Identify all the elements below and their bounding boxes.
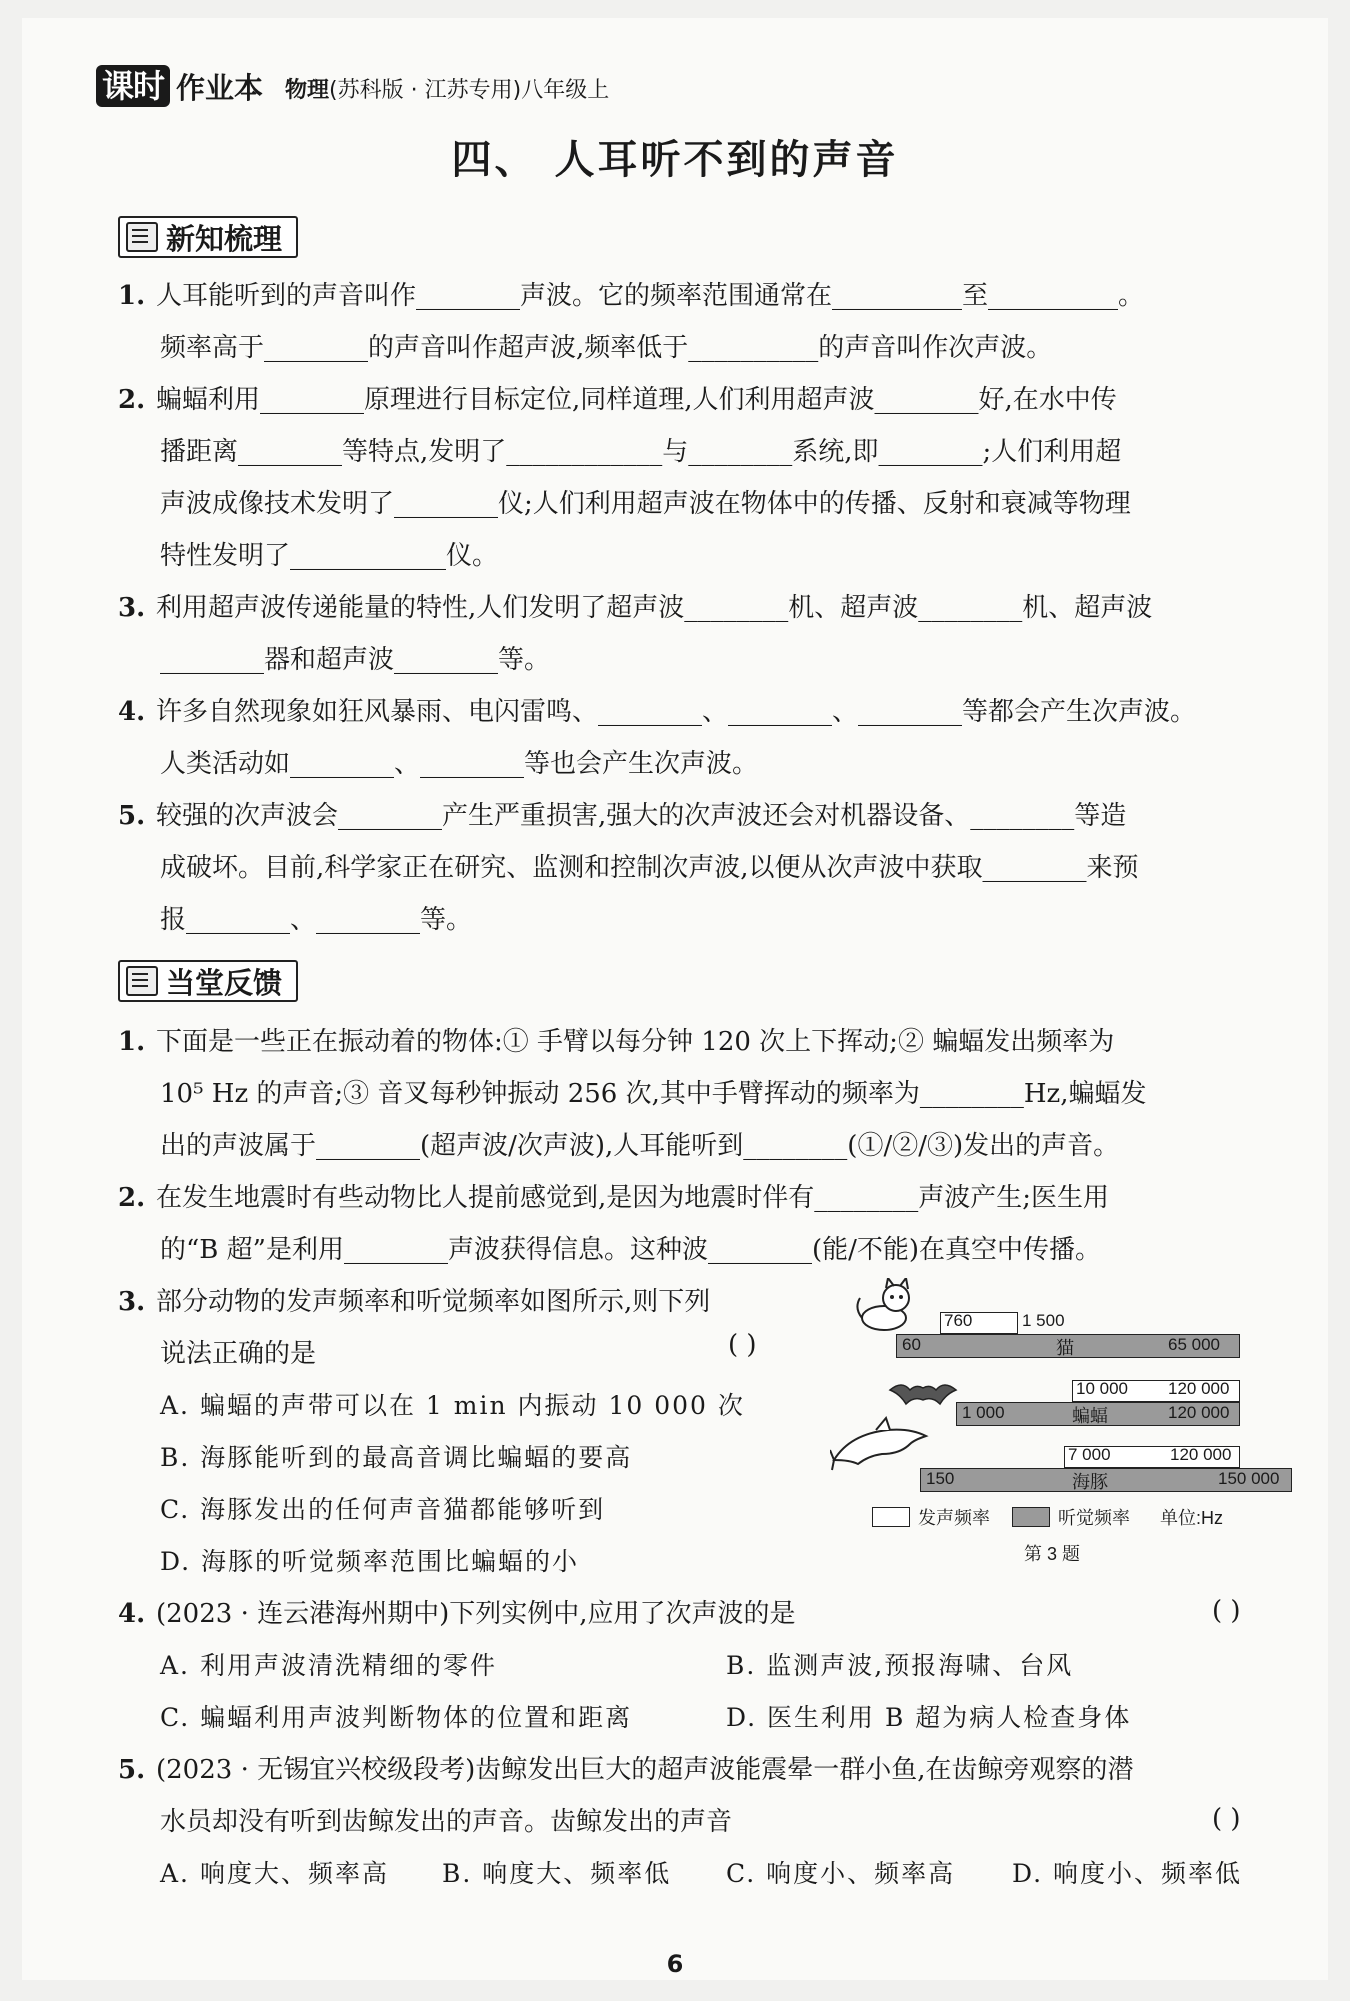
question-text: 较强的次声波会________产生严重损害,强大的次声波还会对机器设备、________等造 xyxy=(156,801,1127,831)
question-number: 2. xyxy=(118,1183,146,1213)
question-block xyxy=(118,1276,818,1380)
question-text: 频率高于________的声音叫作超声波,频率低于__________的声音叫作次声波。 xyxy=(160,333,1053,363)
option-b[interactable]: B. 海豚能听到的最高音调比蝙蝠的要高 xyxy=(160,1443,633,1472)
question-text: 蝙蝠利用________原理进行目标定位,同样道理,人们利用超声波________好,在水中传 xyxy=(156,385,1117,415)
question-text: (2023 · 连云港海州期中)下列实例中,应用了次声波的是 xyxy=(156,1599,796,1629)
question-line xyxy=(118,1276,818,1328)
book-subtitle xyxy=(285,73,609,104)
unit-label: 单位:Hz xyxy=(1160,1508,1223,1528)
question-number: 3. xyxy=(118,593,146,623)
question-text: 播距离________等特点,发明了____________与________系统,即________;人们利用超 xyxy=(160,437,1122,467)
question-block xyxy=(118,374,1304,582)
option-a[interactable]: A. 响度大、频率高 xyxy=(160,1859,389,1888)
question-text: 利用超声波传递能量的特性,人们发明了超声波________机、超声波________机、超声波 xyxy=(156,593,1153,623)
question-text: (2023 · 无锡宜兴校级段考)齿鲸发出巨大的超声波能震晕一群小鱼,在齿鲸旁观察的潜 xyxy=(156,1755,1134,1785)
question-block xyxy=(118,1016,1304,1172)
option-b[interactable]: B. 监测声波,预报海啸、台风 xyxy=(726,1651,1074,1680)
question-line xyxy=(118,1172,1304,1224)
answer-paren[interactable]: ( ) xyxy=(1212,1596,1241,1626)
option-a[interactable]: A. 利用声波清洗精细的零件 xyxy=(160,1651,497,1680)
question-block xyxy=(118,790,1304,946)
dolphin-hear-max: 150 000 xyxy=(1218,1469,1280,1488)
question-line xyxy=(118,686,1304,738)
question-text: 出的声波属于________(超声波/次声波),人耳能听到________(①/②/③)发出的声音。 xyxy=(160,1131,1120,1161)
question-line xyxy=(118,1588,1304,1640)
question-block xyxy=(118,1172,1304,1276)
emit-swatch xyxy=(872,1507,910,1527)
question-number: 1. xyxy=(118,1027,146,1057)
cat-emit-max: 1 500 xyxy=(1022,1311,1065,1330)
question-text: 特性发明了____________仪。 xyxy=(160,541,499,571)
question-line xyxy=(118,1016,1304,1068)
question-number: 4. xyxy=(118,1599,146,1629)
section-label: 新知梳理 xyxy=(166,221,283,256)
cat-emit-min: 760 xyxy=(944,1311,973,1330)
question-line xyxy=(118,790,1304,842)
figure-caption: 第 3 题 xyxy=(1024,1544,1081,1564)
bat-emit-min: 10 000 xyxy=(1076,1379,1128,1398)
book-logo xyxy=(96,64,263,108)
cat-hear-max: 65 000 xyxy=(1168,1335,1220,1354)
figure-legend xyxy=(872,1504,1223,1530)
page-number: 6 xyxy=(666,1950,684,1978)
section-class-feedback xyxy=(118,960,298,1002)
option-b[interactable]: B. 响度大、频率低 xyxy=(442,1859,672,1888)
question-number: 4. xyxy=(118,697,146,727)
cat-hear-min: 60 xyxy=(902,1335,921,1354)
bat-icon xyxy=(888,1376,958,1412)
question-text: 在发生地震时有些动物比人提前感觉到,是因为地震时伴有________声波产生;医生用 xyxy=(156,1183,1110,1213)
question-text: 说法正确的是 xyxy=(160,1339,317,1369)
question-text: ________器和超声波________等。 xyxy=(160,645,551,675)
legend-emit-label: 发声频率 xyxy=(918,1508,990,1528)
question-text: 下面是一些正在振动着的物体:① 手臂以每分钟 120 次上下挥动;② 蝙蝠发出频率为 xyxy=(156,1027,1115,1057)
question-text: 的“B 超”是利用________声波获得信息。这种波________(能/不能)在真空中传播。 xyxy=(160,1235,1102,1265)
dolphin-label: 海豚 xyxy=(1072,1472,1108,1492)
option-d[interactable]: D. 海豚的听觉频率范围比蝙蝠的小 xyxy=(160,1547,580,1576)
dolphin-emit-max: 120 000 xyxy=(1170,1445,1232,1464)
question-line xyxy=(118,374,1304,426)
section-label: 当堂反馈 xyxy=(166,965,283,1000)
edition-label: (苏科版 · 江苏专用)八年级上 xyxy=(329,78,610,103)
bat-hear-min: 1 000 xyxy=(962,1403,1005,1422)
option-c[interactable]: C. 海豚发出的任何声音猫都能够听到 xyxy=(160,1495,606,1524)
subject-label: 物理 xyxy=(285,78,330,103)
bat-label: 蝙蝠 xyxy=(1072,1406,1108,1426)
question-block xyxy=(118,1744,1304,1848)
question-line xyxy=(118,1744,1304,1796)
legend-hear-label: 听觉频率 xyxy=(1058,1508,1130,1528)
question-block xyxy=(118,270,1304,374)
question-text: 水员却没有听到齿鲸发出的声音。齿鲸发出的声音 xyxy=(160,1807,733,1837)
question-block xyxy=(118,582,1304,686)
question-number: 3. xyxy=(118,1287,146,1317)
frequency-figure xyxy=(828,1278,1308,1568)
dolphin-icon xyxy=(830,1414,930,1474)
logo-text: 作业本 xyxy=(176,70,264,105)
answer-paren[interactable]: ( ) xyxy=(1212,1804,1241,1834)
hear-swatch xyxy=(1012,1507,1050,1527)
option-c[interactable]: C. 响度小、频率高 xyxy=(726,1859,956,1888)
page-title: 四、 人耳听不到的声音 xyxy=(451,137,899,183)
option-c[interactable]: C. 蝙蝠利用声波判断物体的位置和距离 xyxy=(160,1703,633,1732)
question-number: 1. xyxy=(118,281,146,311)
option-a[interactable]: A. 蝙蝠的声带可以在 1 min 内振动 10 000 次 xyxy=(160,1391,745,1420)
question-block xyxy=(118,686,1304,790)
question-text: 人耳能听到的声音叫作________声波。它的频率范围通常在__________至__________。 xyxy=(156,281,1145,311)
logo-mark: 课时 xyxy=(96,65,170,107)
option-d[interactable]: D. 响度小、频率低 xyxy=(1012,1859,1243,1888)
option-d[interactable]: D. 医生利用 B 超为病人检查身体 xyxy=(726,1703,1132,1732)
question-text: 成破坏。目前,科学家正在研究、监测和控制次声波,以便从次声波中获取________来预 xyxy=(160,853,1139,883)
option-list xyxy=(160,1380,745,1588)
question-block xyxy=(118,1588,1304,1640)
question-number: 2. xyxy=(118,385,146,415)
question-number: 5. xyxy=(118,1755,146,1785)
answer-paren[interactable]: ( ) xyxy=(728,1330,757,1360)
question-text: 许多自然现象如狂风暴雨、电闪雷鸣、________、________、________等都会产生次声波。 xyxy=(156,697,1197,727)
dolphin-hear-min: 150 xyxy=(926,1469,955,1488)
question-text: 声波成像技术发明了________仪;人们利用超声波在物体中的传播、反射和衰减等物理 xyxy=(160,489,1131,519)
dolphin-emit-min: 7 000 xyxy=(1068,1445,1111,1464)
pencil-icon xyxy=(126,966,158,996)
question-text: 人类活动如________、________等也会产生次声波。 xyxy=(160,749,759,779)
question-text: 10⁵ Hz 的声音;③ 音叉每秒钟振动 256 次,其中手臂挥动的频率为________Hz,蝙蝠发 xyxy=(160,1079,1147,1109)
question-line xyxy=(118,270,1304,322)
bat-emit-max: 120 000 xyxy=(1168,1379,1230,1398)
book-icon xyxy=(126,222,158,252)
question-number: 5. xyxy=(118,801,146,831)
question-text: 报________、________等。 xyxy=(160,905,473,935)
cat-icon xyxy=(854,1278,918,1334)
book-header xyxy=(96,60,609,108)
cat-label: 猫 xyxy=(1056,1338,1074,1358)
question-line xyxy=(118,582,1304,634)
section-new-knowledge xyxy=(118,216,298,258)
bat-hear-max: 120 000 xyxy=(1168,1403,1230,1422)
question-text: 部分动物的发声频率和听觉频率如图所示,则下列 xyxy=(156,1287,711,1317)
